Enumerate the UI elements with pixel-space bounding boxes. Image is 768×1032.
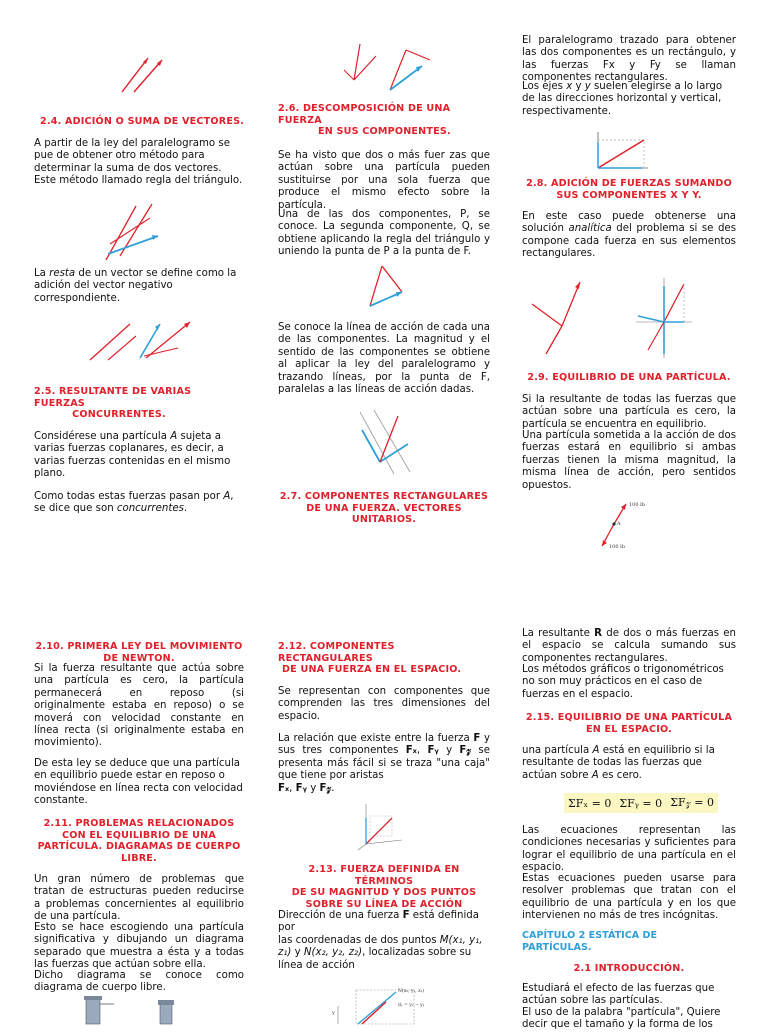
force-addition-figure-right — [634, 276, 694, 360]
resultant-space-paragraph-2: Los métodos gráficos o trigonométricos no son muy prácticos en el caso de fuerzas en el espacio. — [522, 664, 724, 700]
section-2-8-heading — [522, 178, 736, 201]
heading-line: 2.12. COMPONENTES RECTANGULARES — [278, 641, 395, 664]
section-2-1-paragraph-1: Estudiará el efecto de las fuerzas que actúan sobre las partículas. — [522, 983, 715, 1007]
text-bold: Fₓ — [405, 745, 417, 757]
text-emphasis: y — [584, 81, 591, 92]
text-bold: F — [473, 733, 481, 744]
text-run: La relación que existe entre la fuerza — [278, 733, 474, 744]
section-2-15-paragraph-1 — [522, 745, 736, 782]
section-2-11-heading — [34, 818, 244, 864]
resultant-space-paragraph-1 — [522, 628, 736, 665]
text-run: La — [34, 268, 50, 279]
heading-line: DE NEWTON. — [103, 652, 175, 664]
section-2-10-paragraph-2: De esta ley se deduce que una partícula en equilibrio puede estar en reposo o moviéndose en línea recta con velocidad constante. — [34, 758, 243, 807]
chapter-heading — [522, 930, 736, 953]
section-2-15-paragraph-2: Las ecuaciones representan las condiciones necesarias y suficientes para lograr el equilibrio de una partícula en el espacio. — [522, 825, 736, 874]
text-emphasis: resta — [49, 268, 76, 279]
text-emphasis: A — [592, 745, 600, 756]
heading-line: 2.15. EQUILIBRIO DE UNA PARTÍCULA — [525, 712, 733, 723]
rectangular-components-paragraph-2 — [522, 81, 736, 118]
heading-line: EN SUS COMPONENTES. — [318, 126, 451, 137]
text-run: La resultante — [522, 628, 595, 639]
text-run: Los ejes — [522, 81, 567, 92]
text-run: En este caso puede obtenerse una solución — [522, 211, 736, 235]
heading-line: SOBRE SU LÍNEA DE ACCIÓN — [305, 898, 463, 910]
force-label-top: 100 lb — [629, 502, 645, 508]
section-2-8-paragraph-1 — [522, 211, 736, 261]
force-box-3d-figure — [356, 800, 404, 850]
text-run: , se dice que son — [34, 491, 234, 515]
text-run: Como todas estas fuerzas pasan por — [34, 491, 224, 502]
section-2-15-heading — [522, 712, 736, 735]
heading-line: CONCURRENTES. — [72, 409, 166, 420]
heading-line: DE UNA FUERZA EN EL ESPACIO. — [282, 664, 462, 675]
section-2-4-paragraph-1: A partir de la ley del paralelogramo se pue de obtener otro método para determinar la suma de dos vectores. Este método llamado regla del triángulo. — [34, 138, 243, 187]
text-emphasis: x — [566, 81, 573, 92]
text-run: , localizadas sobre su línea de acción — [278, 947, 472, 971]
section-2-4-heading: 2.4. ADICIÓN O SUMA DE VECTORES. — [40, 116, 245, 127]
text-bold: R — [594, 628, 603, 639]
section-2-11-paragraph-3: Dicho diagrama se conoce como diagrama de cuerpo libre. — [34, 970, 244, 994]
section-2-6-paragraph-2: Una de las dos componentes, P, se conoce. La segunda componente, Q, se obtiene aplicando la regla del triángulo y uniendo la punta de P a la punta de F. — [278, 209, 490, 258]
parallel-lines-components-figure — [354, 408, 420, 480]
heading-line: CAPÍTULO 2 ESTÁTICA DE — [522, 930, 658, 941]
triangle-components-figure — [362, 262, 412, 312]
heading-line: UNITARIOS. — [351, 514, 417, 525]
text-emphasis: A — [223, 491, 231, 502]
heading-line: CON EL EQUILIBRIO DE UNA — [62, 829, 216, 841]
text-emphasis: concurrentes — [116, 503, 184, 515]
rectangular-components-paragraph-1: El paralelogramo trazado para obtener las dos componentes es un rectángulo, y las fuerzas Fx y Fy se llaman componentes rectangulares. — [522, 35, 736, 84]
heading-line: EN EL ESPACIO. — [586, 723, 672, 735]
section-2-11-paragraph-1: Un gran número de problemas que tratan de estructuras pueden reducirse a problemas concernientes al equilibrio de una partícula. — [34, 874, 244, 923]
heading-line: DE SU MAGNITUD Y DOS PUNTOS — [291, 887, 477, 898]
section-2-6-heading — [278, 103, 490, 138]
section-2-13-paragraph-1 — [278, 910, 490, 972]
free-body-diagram-figure — [80, 996, 200, 1024]
text-run: , — [416, 745, 428, 757]
section-2-12-heading — [278, 641, 490, 676]
section-2-5-heading — [34, 386, 244, 421]
text-emphasis: analítica — [568, 223, 612, 235]
force-decomposition-figure — [340, 36, 436, 94]
heading-line: 2.7. COMPONENTES RECTANGULARES — [279, 491, 489, 502]
text-run: y — [306, 782, 320, 794]
text-run: y — [291, 947, 304, 959]
text-run: está en equilibrio si la resultante de todas las fuerzas que actúan sobre — [522, 745, 715, 781]
text-bold: F𝓏 — [319, 782, 332, 794]
text-emphasis: N(x₂, y₂, z₂) — [303, 947, 363, 959]
text-run: , — [289, 782, 296, 794]
text-run: Dirección de una fuerza — [278, 910, 403, 921]
vector-difference-figure — [86, 318, 196, 364]
text-emphasis: M(x₁, y₁, z₁) — [278, 934, 483, 959]
section-2-9-heading: 2.9. EQUILIBRIO DE UNA PARTÍCULA. — [527, 372, 731, 383]
section-2-4-paragraph-2 — [34, 268, 244, 305]
text-run: es cero. — [598, 769, 642, 781]
heading-line: PARTÍCULA. DIAGRAMAS DE CUERPO — [37, 841, 241, 852]
text-run: sujeta a varias fuerzas coplanares, es decir, a varias fuerzas contenidas en el mismo plano. — [34, 431, 231, 480]
text-run: . — [183, 503, 188, 515]
text-bold: Fᵧ — [295, 782, 307, 794]
triangle-rule-figure — [100, 198, 170, 268]
equation-y: ΣFᵧ = 0 — [619, 796, 663, 810]
equilibrium-equations — [564, 793, 718, 813]
text-run: y sus tres componentes — [278, 733, 490, 757]
equation-z: ΣF𝓏 = 0 — [670, 796, 714, 809]
section-2-12-paragraph-2 — [278, 733, 490, 795]
text-run: del problema si se des compone cada fuerza en sus elementos rectangulares. — [522, 223, 736, 260]
section-2-1-paragraph-2: El uso de la palabra "partícula", Quiere decir que el tamaño y la forma de los — [522, 1007, 721, 1031]
text-bold: Fᵧ — [427, 745, 439, 757]
point-n-label: N(x₂, y₂, z₂) — [398, 989, 425, 994]
heading-line: DE UNA FUERZA. VECTORES — [306, 502, 462, 514]
heading-line: 2.6. DESCOMPOSICIÓN DE UNA FUERZA — [278, 103, 451, 126]
section-2-13-heading — [278, 864, 490, 910]
section-2-11-paragraph-2: Esto se hace escogiendo una partícula significativa y dibujando un diagrama separado que muestra a ésta y a todas las fuerzas que actúan sobre ella. — [34, 922, 244, 971]
text-bold: Fₓ — [278, 782, 290, 794]
text-bold: F — [402, 910, 410, 921]
text-run: está definida por — [278, 910, 479, 934]
text-run: se presenta más fácil si se traza "una caja" que tiene por aristas — [278, 745, 490, 782]
heading-line: 2.8. ADICIÓN DE FUERZAS SUMANDO — [526, 178, 732, 189]
section-2-10-heading — [34, 641, 244, 664]
text-run: . — [331, 782, 335, 794]
section-2-6-paragraph-3: Se conoce la línea de acción de cada una de las componentes. La magnitud y el sentido de las componentes se obtiene al aplicar la ley del paralelogramo y trazando líneas, por la punta de F, paralelas a las líneas de acción dadas. — [278, 322, 490, 396]
vector-sum-figure-top — [118, 52, 168, 94]
heading-line: LIBRE. — [121, 852, 157, 864]
dy-label: dᵧ = y₂ − y₁ — [398, 1003, 425, 1008]
section-2-1-heading: 2.1 INTRODUCCIÓN. — [573, 963, 685, 974]
heading-line: 2.11. PROBLEMAS RELACIONADOS — [43, 818, 235, 829]
force-addition-figure-left — [528, 276, 588, 360]
section-2-5-paragraph-1 — [34, 431, 244, 481]
equilibrium-two-forces-figure — [592, 498, 672, 552]
section-2-15-paragraph-3: Estas ecuaciones pueden usarse para resolver problemas que tratan con el equilibrio de una partícula y en los que intervienen no más de tres incógnitas. — [522, 873, 736, 922]
text-run: de dos o más fuerzas en el espacio se calcula sumando sus componentes rectangulares. — [522, 628, 736, 664]
heading-line: 2.13. FUERZA DEFINIDA EN TÉRMINOS — [308, 864, 460, 887]
text-run: suelen elegirse a lo largo de las direcciones horizontal y vertical, respectivamente. — [522, 81, 723, 117]
section-2-9-paragraph-2: Una partícula sometida a la acción de dos fuerzas estará en equilibrio si ambas fuerzas tienen la misma magnitud, la misma línea de acción, pero sentidos opuestos. — [522, 430, 736, 491]
text-run: y — [438, 745, 460, 757]
section-2-5-paragraph-2 — [34, 491, 244, 516]
section-2-12-paragraph-1: Se representan con componentes que comprenden las tres dimensiones del espacio. — [278, 686, 490, 722]
heading-line: 2.5. RESULTANTE DE VARIAS FUERZAS — [34, 386, 192, 409]
rectangular-components-figure — [590, 128, 652, 174]
text-run: y — [572, 81, 585, 92]
force-two-points-figure — [322, 986, 482, 1024]
section-2-6-paragraph-1: Se ha visto que dos o más fuer zas que actúan sobre una partícula pueden sustituirse por una sola fuerza que produce el mismo efecto sobre la partícula. — [278, 150, 490, 211]
section-2-9-paragraph-1: Si la resultante de todas las fuerzas que actúan sobre una partícula es cero, la partícula se encuentra en equilibrio. — [522, 394, 736, 430]
section-2-7-heading — [278, 491, 490, 526]
heading-line: 2.10. PRIMERA LEY DEL MOVIMIENTO — [35, 641, 243, 652]
equation-x: ΣFₓ = 0 — [568, 796, 612, 810]
text-run: de un vector se define como la adición del vector negativo correspondiente. — [34, 268, 237, 304]
section-2-10-paragraph-1: Si la fuerza resultante que actúa sobre una partícula es cero, la partícula permanecerá en reposo (si originalmente estaba en reposo) o se moverá con velocidad constante en línea recta (si originalmente estaba en movimiento). — [34, 663, 244, 749]
text-bold: F𝓏 — [459, 745, 472, 757]
heading-line: SUS COMPONENTES X Y Y. — [556, 189, 702, 201]
y-axis-label: y — [332, 1010, 335, 1016]
particle-label: A — [617, 521, 621, 527]
text-emphasis: A — [170, 431, 178, 442]
text-run: las coordenadas de dos puntos — [278, 934, 440, 946]
text-emphasis: A — [591, 769, 599, 781]
heading-line: PARTÍCULAS. — [522, 941, 592, 953]
text-run: una partícula — [522, 745, 593, 756]
text-run: Considérese una partícula — [34, 431, 171, 442]
force-label-bottom: 100 lb — [609, 544, 625, 550]
